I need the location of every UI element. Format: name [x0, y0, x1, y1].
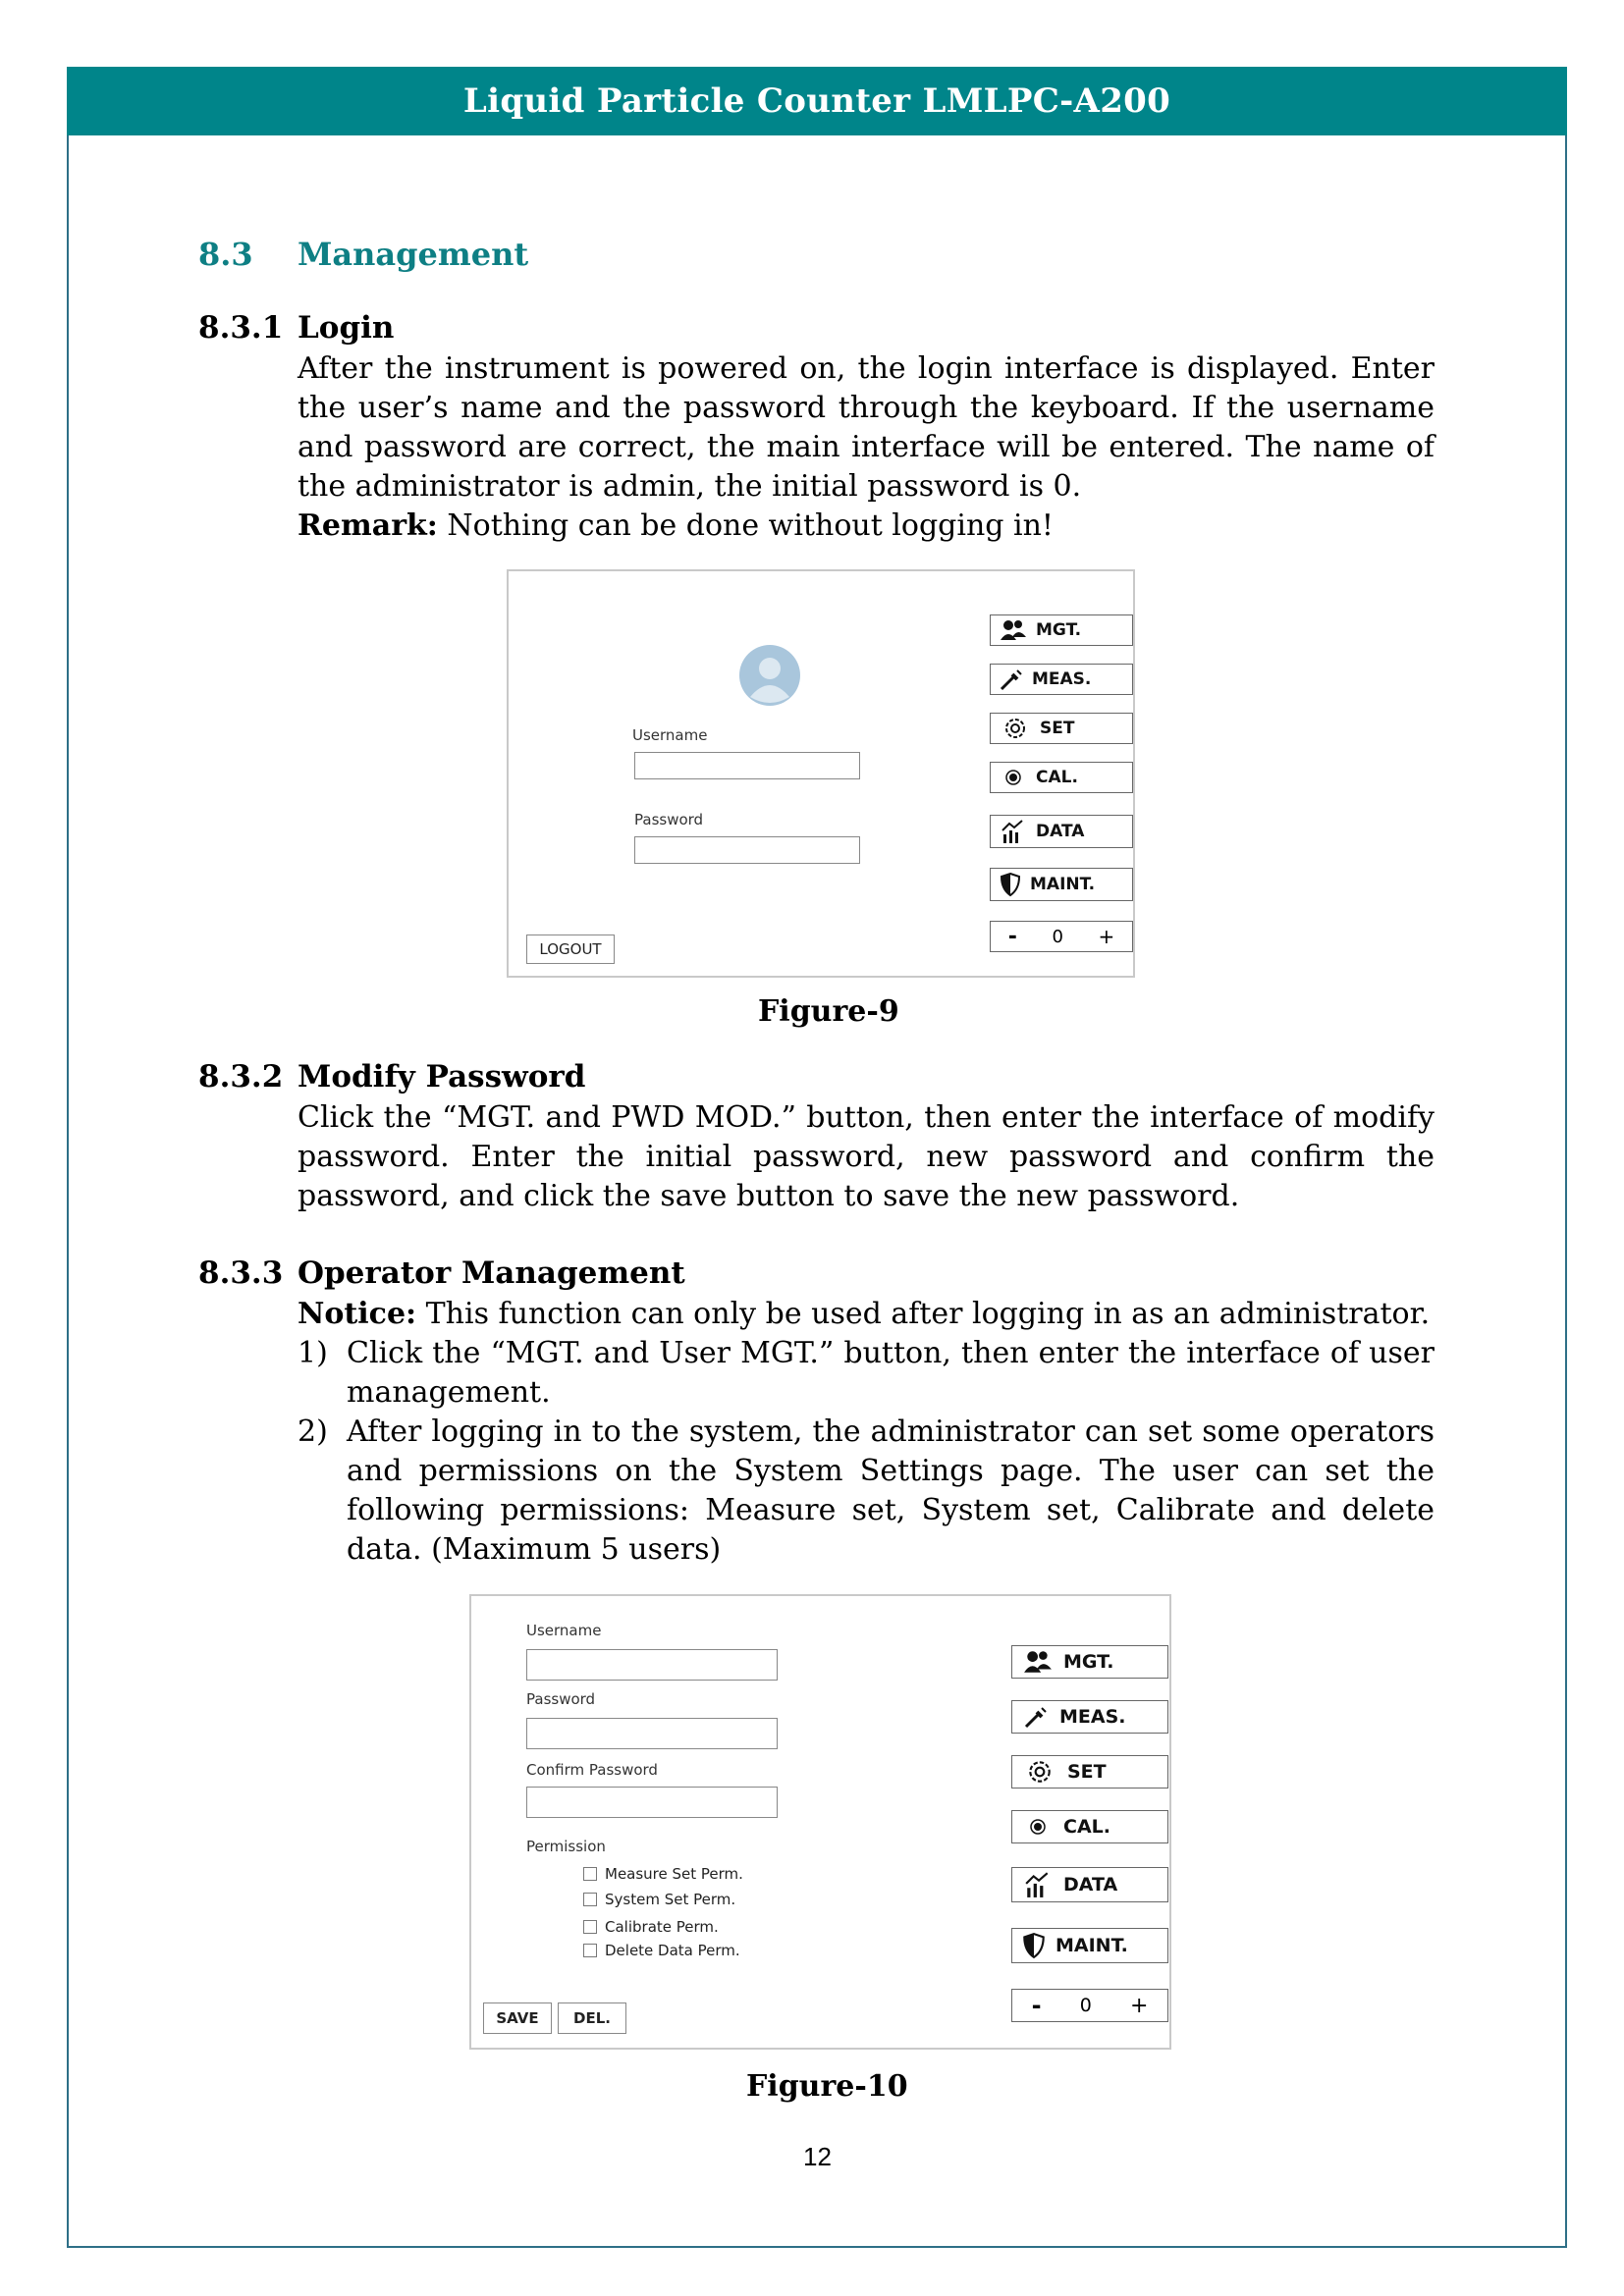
stepper-value: 0: [1079, 1995, 1092, 2016]
list-item-1-marker: 1): [298, 1336, 328, 1370]
document-title: Liquid Particle Counter LMLPC-A200: [462, 81, 1171, 121]
section-8-3-1-number: 8.3.1: [198, 310, 284, 346]
perm-label: System Set Perm.: [605, 1891, 736, 1908]
cal-label: CAL.: [1036, 768, 1078, 787]
checkbox[interactable]: [583, 1893, 597, 1906]
f10-confirm-input[interactable]: [526, 1787, 778, 1818]
value-stepper[interactable]: [990, 921, 1133, 952]
set-label: SET: [1067, 1761, 1107, 1783]
maint-button[interactable]: [1011, 1928, 1168, 1963]
permission-label: Permission: [526, 1838, 606, 1855]
list-item-2-marker: 2): [298, 1415, 328, 1449]
users-icon: [1012, 1649, 1063, 1675]
perm-system-set[interactable]: [583, 1891, 735, 1908]
pipette-icon: [1012, 1705, 1059, 1729]
checkbox[interactable]: [583, 1867, 597, 1881]
maint-button[interactable]: [990, 868, 1133, 901]
user-avatar-icon: [738, 644, 801, 707]
save-button[interactable]: SAVE: [483, 2002, 552, 2034]
f10-password-input[interactable]: [526, 1718, 778, 1749]
meas-label: MEAS.: [1032, 669, 1092, 689]
section-8-3-2-title: Modify Password: [298, 1059, 586, 1095]
f10-password-label: Password: [526, 1690, 596, 1708]
perm-measure-set[interactable]: [583, 1865, 743, 1883]
data-label: DATA: [1036, 822, 1085, 841]
value-stepper[interactable]: [1011, 1989, 1168, 2022]
section-8-3-1-title: Login: [298, 310, 395, 346]
figure-10-caption: Figure-10: [746, 2069, 908, 2104]
delete-button[interactable]: DEL.: [558, 2002, 626, 2034]
users-icon: [991, 618, 1036, 642]
shield-icon: [1012, 1932, 1056, 1959]
stepper-minus[interactable]: -: [1007, 924, 1017, 949]
pipette-icon: [991, 667, 1032, 691]
section-8-3-3-number: 8.3.3: [198, 1255, 284, 1291]
list-item-1-text: Click the “MGT. and User MGT.” button, then enter the interface of user management.: [347, 1336, 1435, 1410]
username-input[interactable]: [634, 752, 860, 779]
shield-icon: [991, 872, 1030, 897]
stepper-plus[interactable]: +: [1098, 925, 1115, 948]
f10-username-input[interactable]: [526, 1649, 778, 1681]
page-number: 12: [803, 2142, 832, 2171]
operator-notice: [298, 1295, 1435, 1334]
checkbox[interactable]: [583, 1920, 597, 1934]
section-8-3-3-title: Operator Management: [298, 1255, 685, 1291]
gear-icon: [991, 716, 1040, 741]
login-remark: [298, 507, 1435, 546]
list-item-2-text: After logging in to the system, the administrator can set some operators and permissions on the System Settings page. The user can set the following permissions: Measure set, System set, Calibrate and delete data. (Maximum 5 users): [347, 1415, 1435, 1567]
perm-label: Measure Set Perm.: [605, 1865, 743, 1883]
set-button[interactable]: [1011, 1755, 1168, 1789]
password-label: Password: [634, 811, 704, 828]
perm-label: Delete Data Perm.: [605, 1942, 740, 1959]
document-header: [67, 67, 1567, 135]
set-label: SET: [1040, 719, 1075, 738]
f10-username-label: Username: [526, 1622, 602, 1639]
modify-password-paragraph: Click the “MGT. and PWD MOD.” button, then enter the interface of modify password. Enter the initial password, new password and confirm the password, and click the save button to save the new password.: [298, 1100, 1435, 1213]
section-8-3-title: Management: [298, 236, 529, 273]
target-icon: [1012, 1816, 1063, 1838]
f10-confirm-label: Confirm Password: [526, 1761, 658, 1779]
mgt-button[interactable]: [990, 614, 1133, 646]
remark-text: Nothing can be done without logging in!: [437, 508, 1054, 543]
figure-9-caption: Figure-9: [758, 994, 899, 1029]
section-8-3-number: 8.3: [198, 236, 253, 273]
perm-calibrate[interactable]: [583, 1918, 719, 1936]
perm-delete-data[interactable]: [583, 1942, 740, 1959]
data-button[interactable]: [1011, 1867, 1168, 1902]
maint-label: MAINT.: [1056, 1935, 1128, 1956]
logout-button[interactable]: LOGOUT: [526, 934, 615, 964]
cal-label: CAL.: [1063, 1816, 1110, 1838]
notice-text: This function can only be used after logging in as an administrator.: [416, 1297, 1431, 1331]
meas-label: MEAS.: [1059, 1706, 1126, 1728]
target-icon: [991, 767, 1036, 788]
password-input[interactable]: [634, 836, 860, 864]
section-8-3-2-number: 8.3.2: [198, 1059, 284, 1095]
perm-label: Calibrate Perm.: [605, 1918, 719, 1936]
login-paragraph: After the instrument is powered on, the login interface is displayed. Enter the user’s name and the password through the keyboard. If the username and password are correct, the main interface will be entered. The name of the administrator is admin, the initial password is 0.: [298, 351, 1435, 504]
stepper-value: 0: [1052, 926, 1063, 947]
mgt-button[interactable]: [1011, 1645, 1168, 1679]
cal-button[interactable]: [1011, 1810, 1168, 1843]
figure-10-user-management-screen: [469, 1594, 1171, 2050]
maint-label: MAINT.: [1030, 875, 1096, 894]
chart-icon: [991, 819, 1036, 844]
mgt-label: MGT.: [1036, 620, 1082, 640]
figure-9-login-screen: [507, 569, 1135, 978]
set-button[interactable]: [990, 713, 1133, 744]
notice-label: Notice:: [298, 1297, 417, 1331]
stepper-minus[interactable]: -: [1031, 1992, 1042, 2019]
mgt-label: MGT.: [1063, 1651, 1114, 1673]
data-label: DATA: [1063, 1874, 1118, 1896]
checkbox[interactable]: [583, 1944, 597, 1957]
stepper-plus[interactable]: +: [1129, 1993, 1149, 2018]
chart-icon: [1012, 1871, 1063, 1898]
meas-button[interactable]: [1011, 1700, 1168, 1734]
cal-button[interactable]: [990, 762, 1133, 793]
meas-button[interactable]: [990, 664, 1133, 695]
data-button[interactable]: [990, 815, 1133, 848]
gear-icon: [1012, 1758, 1067, 1786]
username-label: Username: [632, 726, 708, 744]
remark-label: Remark:: [298, 508, 438, 543]
